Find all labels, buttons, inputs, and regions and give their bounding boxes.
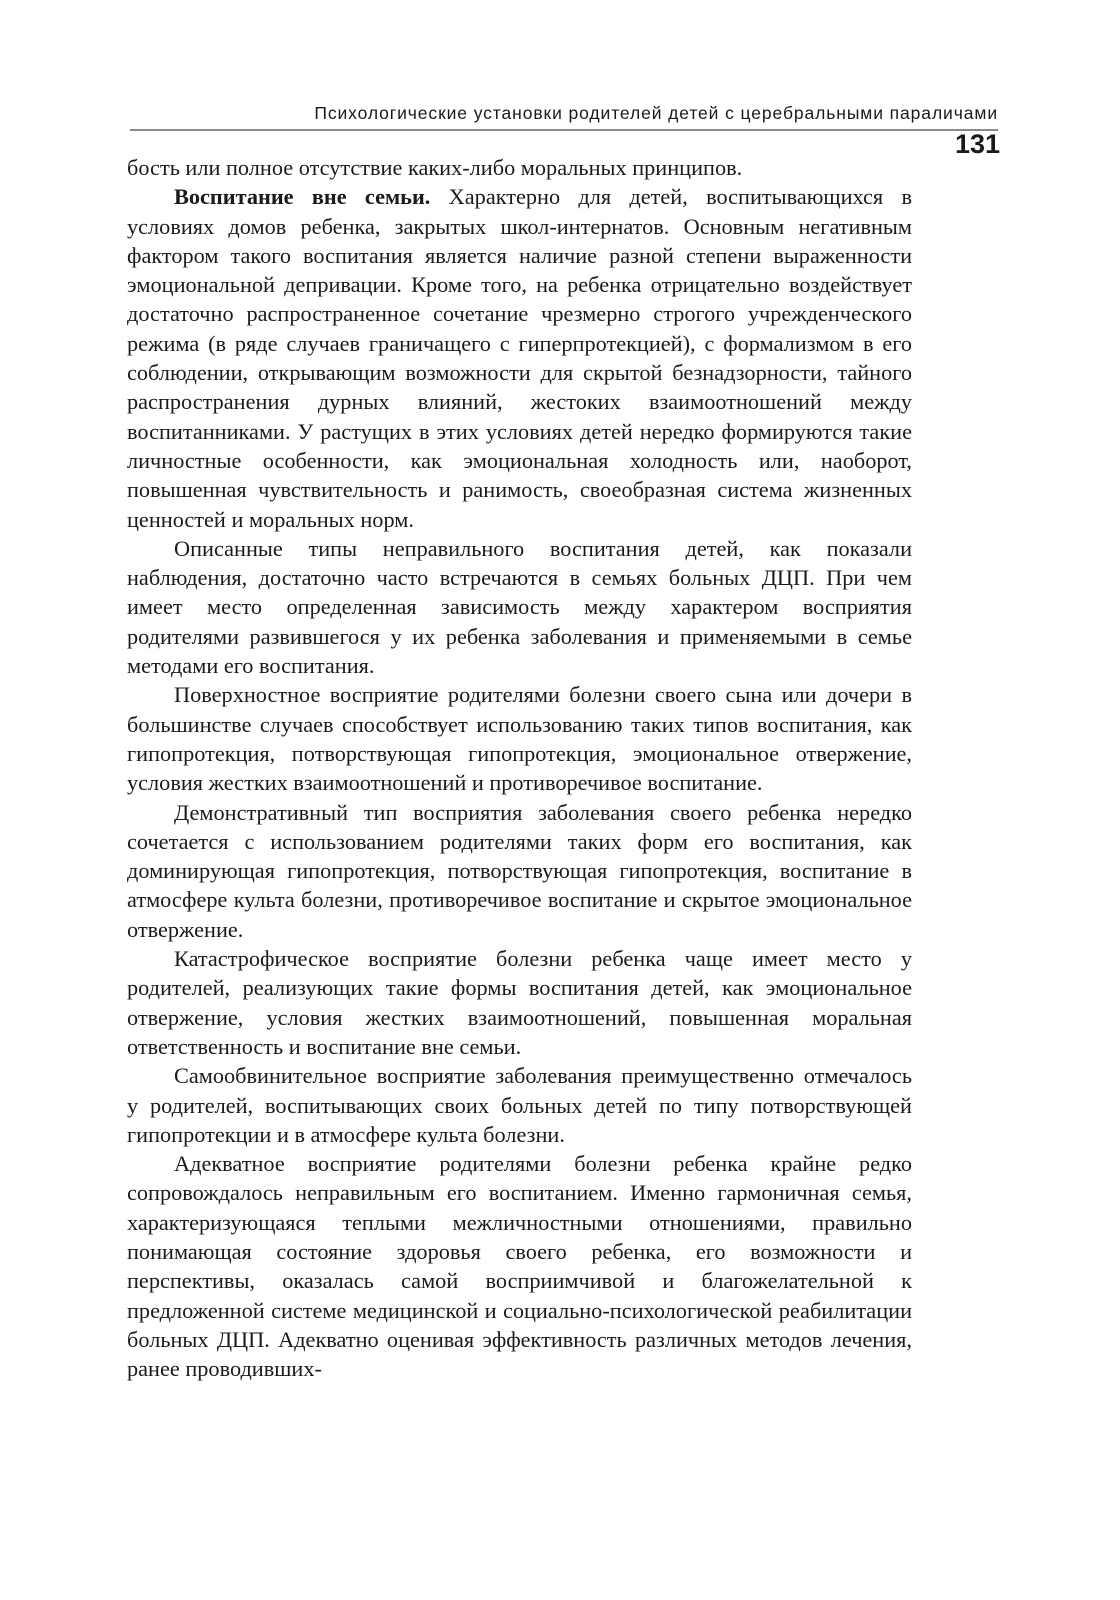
header-rule: [130, 129, 998, 131]
body-text: [127, 153, 912, 1383]
running-header: Психологические установки родителей детей с церебральными параличами: [314, 103, 998, 123]
paragraph: Описанные типы неправильного воспитания детей, как показали наблюдения, достаточно часто встречаются в семьях больных ДЦП. При чем имеет место определенная зависимость между характером восприятия родителями развившегося у их ребенка заболевания и применяемыми в семье методами его воспитания.: [127, 535, 912, 679]
page-number: 131: [954, 129, 1000, 159]
paragraph-upbringing-outside-family: [127, 182, 912, 534]
paragraph: Самообвинительное восприятие заболевания преимущественно отмечалось у родителей, воспитывающих своих больных детей по типу потворствующей гипопротекции и в атмосфере культа болезни.: [127, 1063, 912, 1147]
paragraph-heading: Воспитание вне семьи.: [174, 184, 431, 210]
paragraph-text: Характерно для детей, воспитывающихся в условиях домов ребенка, закрытых школ-интернатов. Основным негативным фактором такого воспитания является наличие разной степени выраженности эмоциональной депривации. Кроме того, на ребенка отрицательно воздействует достаточно распространенное сочетание чрезмерно строгого учрежденческого режима (в ряде случаев граничащего с гиперпротекцией), с формализмом в его соблюдении, открывающим возможности для скрытой безнадзорности, тайного распространения дурных влияний, жестоких взаимоотношений между воспитанниками. У растущих в этих условиях детей нередко формируются такие личностные особенности, как эмоциональная холодность или, наоборот, повышенная чувствительность и ранимость, своеобразная система жизненных ценностей и моральных норм.: [127, 184, 912, 532]
paragraph: Поверхностное восприятие родителями болезни своего сына или дочери в большинстве случаев способствует использованию таких типов воспитания, как гипопротекция, потворствующая гипопротекция, эмоциональное отвержение, условия жестких взаимоотношений и противоречивое воспитание.: [127, 682, 912, 796]
paragraph: Демонстративный тип восприятия заболевания своего ребенка нередко сочетается с использованием родителями таких форм его воспитания, как доминирующая гипопротекция, потворствующая гипопротекция, воспитание в атмосфере культа болезни, противоречивое воспитание и скрытое эмоциональное отвержение.: [127, 799, 912, 942]
continuation-paragraph: бость или полное отсутствие каких-либо моральных принципов.: [127, 155, 743, 180]
paragraph: Катастрофическое восприятие болезни ребенка чаще имеет место у родителей, реализующих такие формы воспитания детей, как эмоциональное отвержение, условия жестких взаимоотношений, повышенная моральная ответственность и воспитание вне семьи.: [127, 946, 912, 1059]
paragraph: Адекватное восприятие родителями болезни ребенка крайне редко сопровождалось неправильным его воспитанием. Именно гармоничная семья, характеризующаяся теплыми межличностными отношениями, правильно понимающая состояние здоровья своего ребенка, его возможности и перспективы, оказалась самой восприимчивой и благожелательной к предложенной системе медицинской и социально-психологической реабилитации больных ДЦП. Адекватно оценивая эффективность различных методов лечения, ранее проводивших-: [127, 1151, 912, 1382]
